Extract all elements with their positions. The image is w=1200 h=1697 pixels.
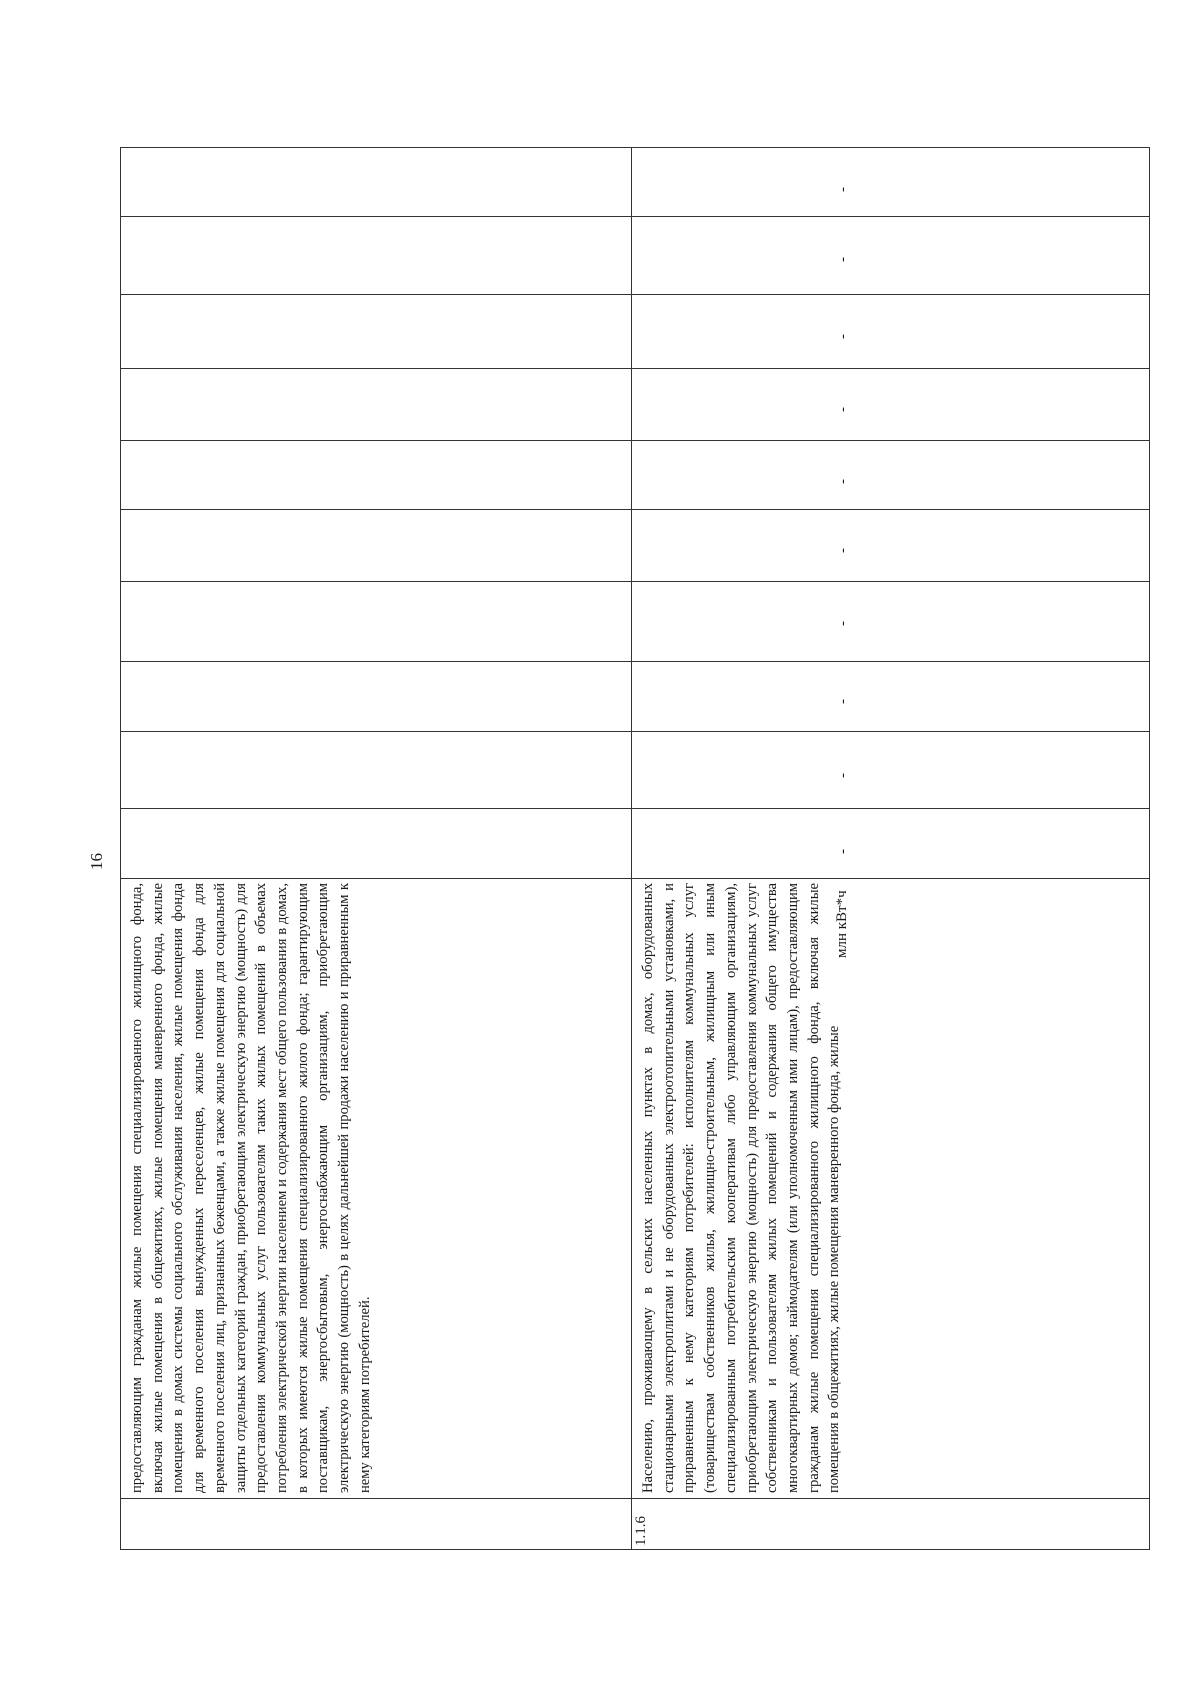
page-number: 16 [87, 853, 106, 870]
row-2-unit: млн кВт*ч [834, 890, 850, 958]
row-2-value-2: - [835, 773, 851, 778]
row-1-description: предоставляющим гражданам жилые помещения специализированного жилищного фонда, включая жилые помещения в общежитиях, жилые помещения маневренного фонда, жилые помещения в домах системы социального обслуживания населения, жилые помещения фонда для временного поселения вынужденных переселенцев, жилые помещения фонда для временного поселения лиц, признанных беженцами, а также жилые помещения для социальной защиты отдельных категорий граждан, приобретающим электрическую энергию (мощность) для предоставления коммунальных услуг пользователям таких жилых помещений в объемах потребления электрической энергии населением и содержания мест общего пользования в домах, в которых имеются жилые помещения специализированного жилого фонда; гарантирующим поставщикам, энергосбытовым, энергоснабжающим организациям, приобретающим электрическую энергию (мощность) в целях дальнейшей продажи населению и приравненным к нему категориям потребителей. [129, 883, 373, 1493]
row-2-value-1: - [835, 849, 851, 854]
row-2-value-6: - [835, 479, 851, 484]
row-2-value-4: - [835, 621, 851, 626]
row-2-value-3: - [835, 699, 851, 704]
row-2-value-7: - [835, 407, 851, 412]
row-2-value-9: - [835, 257, 851, 262]
row-2-value-8: - [835, 334, 851, 339]
row-2-description: Населению, проживающему в сельских населенных пунктах в домах, оборудованных стационарными электроплитами и не оборудованных электроотопительными установками, и приравненным к нему категориям потребителей: исполнителям коммунальных услуг (товариществам собственников жилья, жилищно-строительным, жилищным или иным специализированным потребительским кооперативам либо управляющим организациям), приобретающим электрическую энергию (мощность) для предоставления коммунальных услуг собственникам и пользователям жилых помещений и содержания общего имущества многоквартирных домов; наймодателям (или уполномоченным ими лицам), предоставляющим гражданам жилые помещения специализированного жилищного фонда, включая жилые помещения в общежитиях, жилые помещения маневренного фонда, жилые [640, 883, 843, 1493]
tariff-table [120, 147, 1150, 1550]
row-2-value-10: - [835, 187, 851, 192]
row-2-number: 1.1.6 [633, 1516, 649, 1546]
row-2-value-5: - [835, 548, 851, 553]
